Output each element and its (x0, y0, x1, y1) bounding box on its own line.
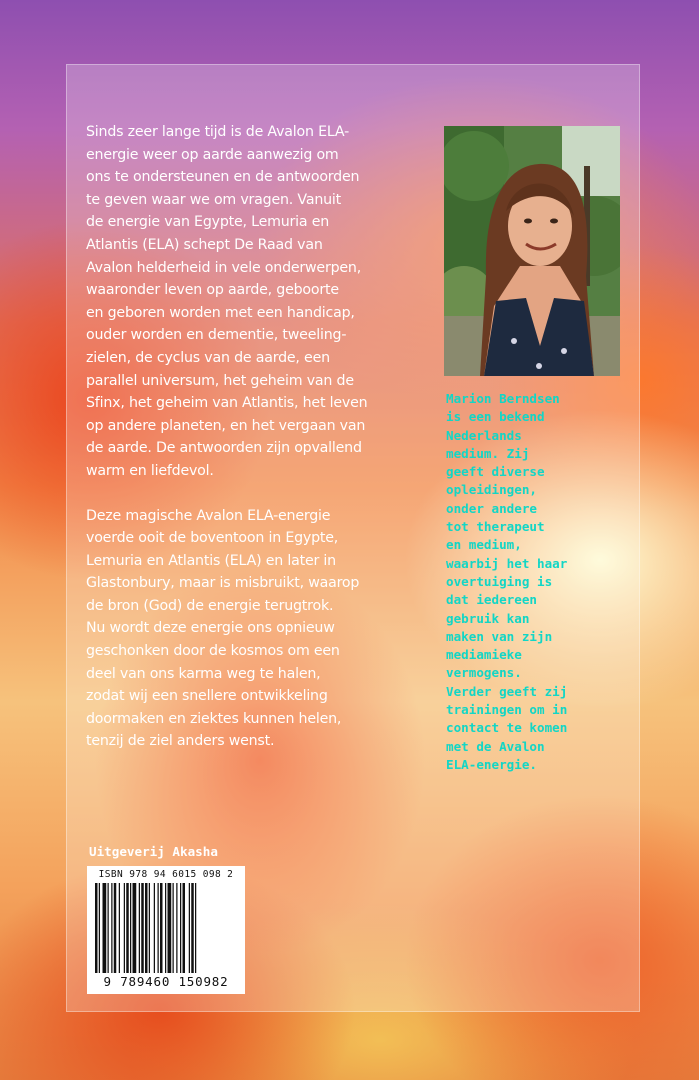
barcode-bar (180, 883, 181, 973)
barcode-bar (114, 883, 117, 973)
barcode-bar (173, 883, 174, 973)
barcode-bar (160, 883, 163, 973)
barcode-bar (119, 883, 120, 973)
author-bio: Marion Berndsen is een bekend Nederlands medium. Zij geeft diverse opleidingen, onder andere tot therapeut en medium, waarbij het haar overtuiging is dat iedereen gebruik kan maken van zijn mediamieke vermogens. Verder geeft zij trainingen om in contact te komen met de Avalon ELA-energie. (446, 391, 568, 772)
barcode-bar (158, 883, 159, 973)
barcode-bar (126, 883, 129, 973)
barcode-bar (149, 883, 150, 973)
blurb (86, 121, 420, 753)
barcode-bar (195, 883, 196, 973)
barcode-bar (133, 883, 137, 973)
barcode (87, 866, 245, 994)
author-photo-illustration (444, 126, 620, 376)
barcode-bar (130, 883, 131, 973)
barcode-bar (145, 883, 148, 973)
isbn-label: ISBN 978 94 6015 098 2 (98, 869, 234, 880)
barcode-bar (108, 883, 109, 973)
barcode-bar (176, 883, 177, 973)
blurb-paragraph-1: Sinds zeer lange tijd is de Avalon ELA- energie weer op aarde aanwezig om ons te ondersteunen en de antwoorden te geven waar we om vragen. Vanuit de energie van Egypte, Lemuria en Atlantis (ELA) schept De Raad van Avalon helderheid in vele onderwerpen, waaronder leven op aarde, geboorte en geboren worden met een handicap, ouder worden en dementie, tweeling- zielen, de cyclus van de aarde, een parallel universum, het geheim van de Sfinx, het geheim van Atlantis, het leven op andere planeten, en het vergaan van de aarde. De antwoorden zijn opvallend warm en liefdevol. (86, 124, 368, 479)
barcode-bar (168, 883, 172, 973)
blurb-paragraph-2: Deze magische Avalon ELA-energie voerde ooit de boventoon in Egypte, Lemuria en Atlantis (ELA) en later in Glastonbury, maar is misbruikt, waarop de bron (God) de energie terugtrok. Nu wordt deze energie ons opnieuw geschonken door de kosmos om een deel van ons karma weg te halen, zodat wij een snellere ontwikkeling doormaken en ziektes kunnen helen, tenzij de ziel anders wenst. (86, 507, 360, 750)
barcode-bar (95, 883, 98, 973)
ean-number: 9 789460 150982 (103, 974, 229, 989)
barcode-bar (183, 883, 186, 973)
barcode-bar (103, 883, 107, 973)
publisher-name: Uitgeverij Akasha (89, 844, 218, 859)
author-photo (444, 126, 620, 376)
barcode-bar (165, 883, 166, 973)
barcode-bars (87, 883, 245, 975)
barcode-bar (124, 883, 125, 973)
barcode-bar (111, 883, 112, 973)
barcode-bar (139, 883, 140, 973)
barcode-bar (141, 883, 144, 973)
barcode-bar (189, 883, 190, 973)
barcode-bar (154, 883, 155, 973)
barcode-bar (99, 883, 100, 973)
barcode-bar (191, 883, 194, 973)
